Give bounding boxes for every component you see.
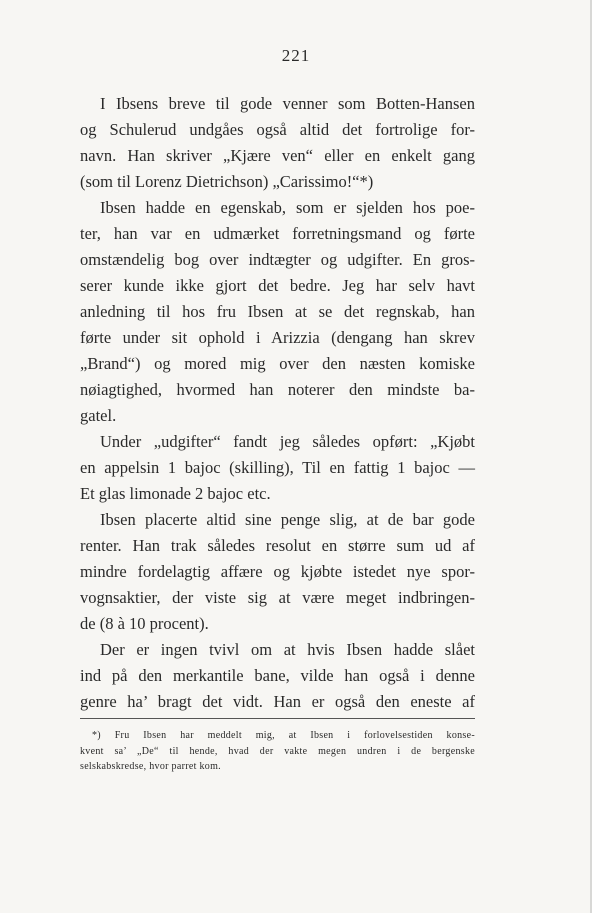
text-line: Et glas limonade 2 bajoc etc. bbox=[80, 484, 271, 503]
text-line: ind på den merkantile bane, vilde han også i denne bbox=[80, 666, 475, 685]
text-line: renter. Han trak således resolut en større sum ud af bbox=[80, 536, 475, 555]
text-line: mindre fordelagtig affære og kjøbte istedet nye spor- bbox=[80, 562, 475, 581]
text-line: nøiagtighed, hvormed han noterer den mindste ba- bbox=[80, 380, 475, 399]
footnote bbox=[80, 728, 475, 775]
text-line: en appelsin 1 bajoc (skilling), Til en fattig 1 bajoc — bbox=[80, 458, 475, 477]
text-line: anledning til hos fru Ibsen at se det regnskab, han bbox=[80, 302, 475, 321]
text-line: navn. Han skriver „Kjære ven“ eller en enkelt gang bbox=[80, 146, 475, 165]
text-line: (som til Lorenz Dietrichson) „Carissimo!“*) bbox=[80, 172, 374, 191]
text-line: „Brand“) og mored mig over den næsten komiske bbox=[80, 354, 475, 373]
text-line: I Ibsens breve til gode venner som Botten-Hansen bbox=[100, 94, 475, 113]
text-line: omstændelig bog over indtægter og udgifter. En gros- bbox=[80, 250, 475, 269]
page-number: 221 bbox=[281, 46, 311, 65]
footnote-line: selskabskredse, hvor parret kom. bbox=[80, 761, 221, 772]
body-text bbox=[80, 91, 475, 715]
text-line: gatel. bbox=[80, 406, 117, 425]
footnote-line: *) Fru Ibsen har meddelt mig, at Ibsen i forlovelsestiden konse- bbox=[92, 730, 475, 741]
text-line: førte under sit ophold i Arizzia (dengang han skrev bbox=[80, 328, 475, 347]
text-line: de (8 à 10 procent). bbox=[80, 614, 209, 633]
text-line: vognsaktier, der viste sig at være meget indbringen- bbox=[80, 588, 475, 607]
text-line: Ibsen hadde en egenskab, som er sjelden hos poe- bbox=[100, 198, 475, 217]
text-line: Der er ingen tvivl om at hvis Ibsen hadde slået bbox=[100, 640, 475, 659]
footnote-rule bbox=[80, 718, 475, 719]
text-line: og Schulerud undgåes også altid det fortrolige for- bbox=[80, 120, 475, 139]
text-line: Under „udgifter“ fandt jeg således opført: „Kjøbt bbox=[100, 432, 475, 451]
text-line: serer kunde ikke gjort det bedre. Jeg har selv havt bbox=[80, 276, 475, 295]
text-line: genre ha’ bragt det vidt. Han er også den eneste af bbox=[80, 692, 475, 711]
text-line: Ibsen placerte altid sine penge slig, at de bar gode bbox=[100, 510, 475, 529]
footnote-line: kvent sa’ „De“ til hende, hvad der vakte megen undren i de bergenske bbox=[80, 745, 475, 757]
text-line: ter, han var en udmærket forretningsmand og førte bbox=[80, 224, 475, 243]
